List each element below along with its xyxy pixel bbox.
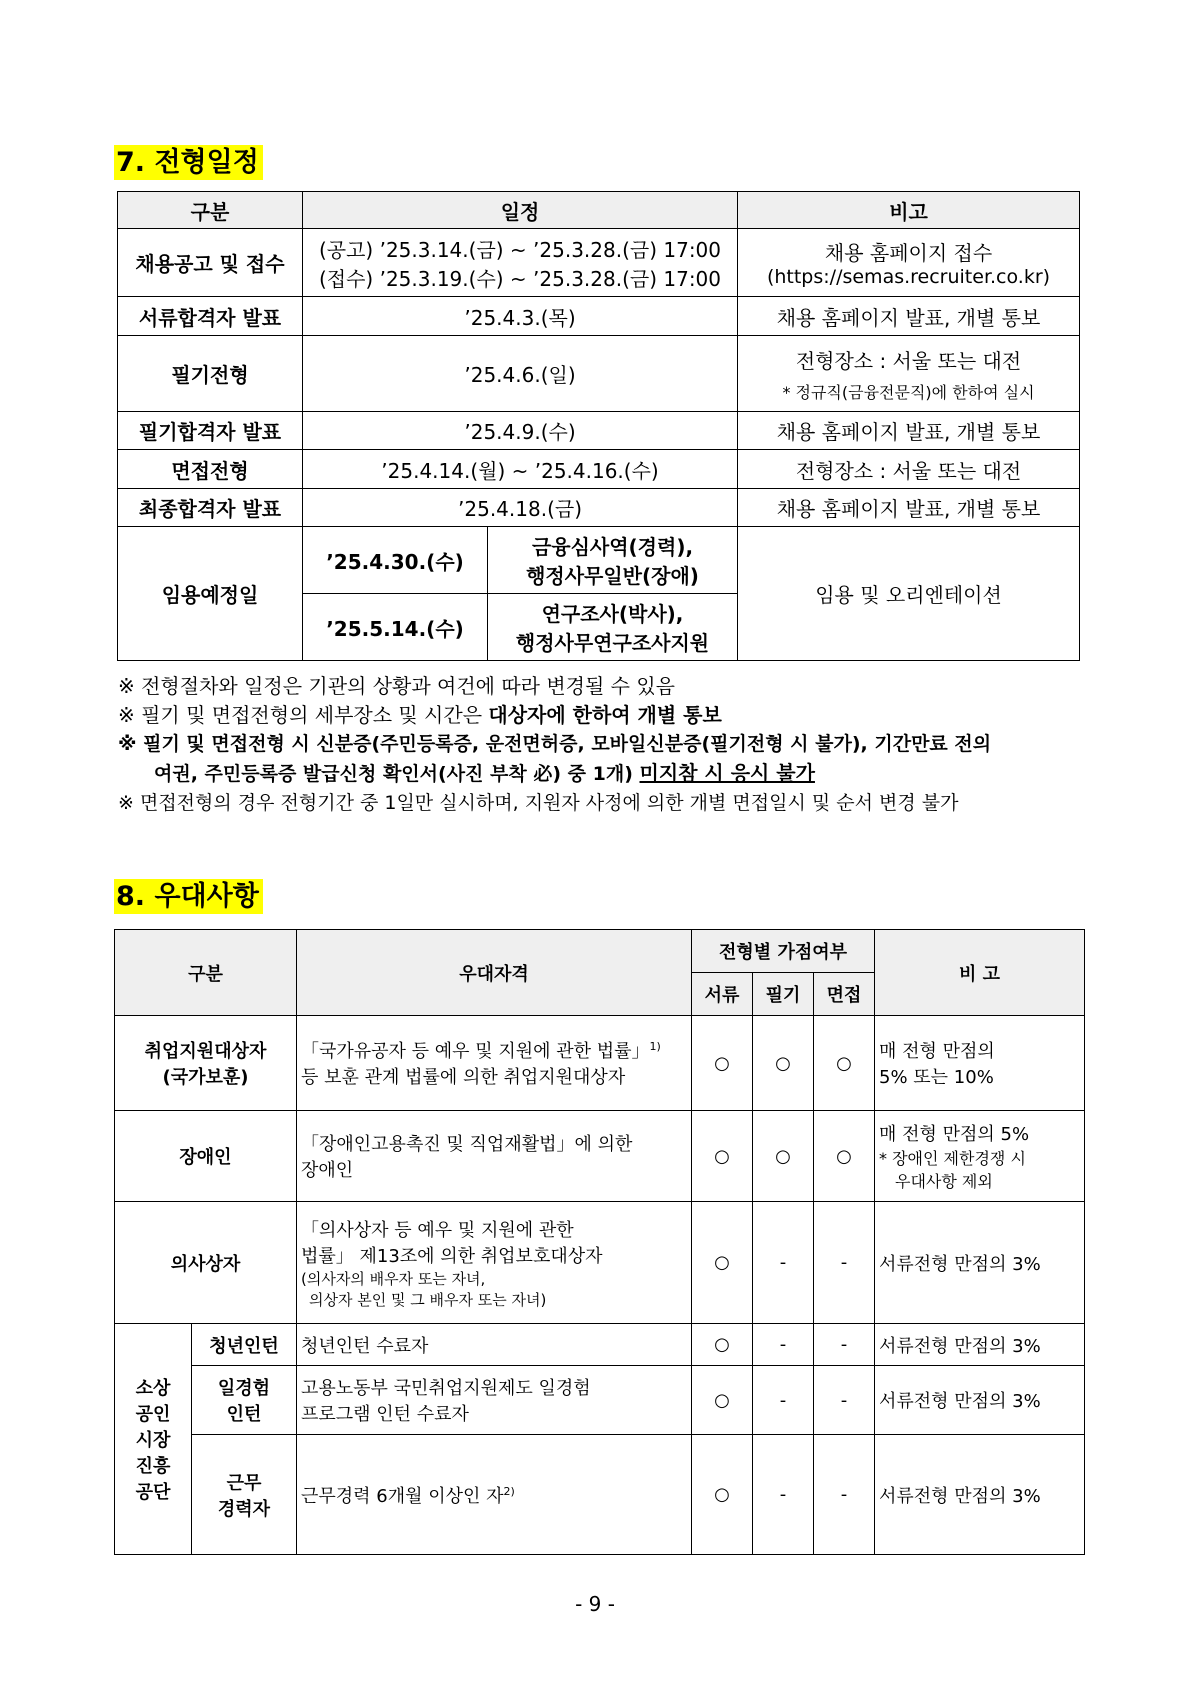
table-row: 일경험 인턴 고용노동부 국민취업지원제도 일경험 프로그램 인턴 수료자 ○ - - 서류전형 만점의 3% bbox=[115, 1366, 1085, 1435]
table-row: 취업지원대상자 (국가보훈) 「국가유공자 등 예우 및 지원에 관한 법률」$^{1)}$ 등 보훈 관계 법률에 의한 취업지원대상자 ○ ○ ○ 매 전형 만점의 5% 또는 10% bbox=[115, 1016, 1085, 1111]
table-row: 소상 공인 시장 진흥 공단 청년인턴 청년인턴 수료자 ○ - - 서류전형 만점의 3% bbox=[115, 1324, 1085, 1366]
schedule-notes: ※ 전형절차와 일정은 기관의 상황과 여건에 따라 변경될 수 있음 ※ 필기 및 면접전형의 세부장소 및 시간은 대상자에 한하여 개별 통보 ※ 필기 및 면접전형 시 신분증(주민등록증, 운전면허증, 모바일신분증(필기전형 시 불가), 기간만료 전의 여권, 주민등록증 발급신청 확인서(사진 부착 必) 중 1개) 미지참 시 응시 불가 ※ 면접전형의 경우 전형기간 중 1일만 실시하며, 지원자 사정에 의한 개별 면접일시 및 순서 변경 불가 bbox=[118, 674, 992, 814]
header-category: 구분 bbox=[118, 192, 303, 229]
header-note: 비고 bbox=[738, 192, 1080, 229]
table-row: 서류합격자 발표 ’25.4.3.(목) 채용 홈페이지 발표, 개별 통보 bbox=[118, 297, 1080, 336]
section7-heading: 7. 전형일정 bbox=[114, 140, 263, 179]
table-row: 근무 경력자 근무경력 6개월 이상인 자$^{2)}$ ○ - - 서류전형 만점의 3% bbox=[115, 1435, 1085, 1555]
table-row: 채용공고 및 접수 (공고) ’25.3.14.(금) ~ ’25.3.28.(금) 17:00 (접수) ’25.3.19.(수) ~ ’25.3.28.(금) 17:00 채용 홈페이지 접수 (https://semas.recruiter.co.kr) bbox=[118, 229, 1080, 297]
table-row: 최종합격자 발표 ’25.4.18.(금) 채용 홈페이지 발표, 개별 통보 bbox=[118, 489, 1080, 527]
header-schedule: 일정 bbox=[303, 192, 738, 229]
page-number: - 9 - bbox=[575, 1592, 615, 1616]
table-row: ’25.5.14.(수) 연구조사(박사), 행정사무연구조사지원 bbox=[118, 594, 1080, 661]
semas-label: 소상 공인 시장 진흥 공단 bbox=[115, 1324, 192, 1555]
schedule-table bbox=[117, 191, 1080, 661]
table-row: 임용예정일 ’25.4.30.(수) 금융심사역(경력), 행정사무일반(장애) 임용 및 오리엔테이션 bbox=[118, 527, 1080, 594]
table-row: 장애인 「장애인고용촉진 및 직업재활법」에 의한 장애인 ○ ○ ○ 매 전형 만점의 5% * 장애인 제한경쟁 시 우대사항 제외 bbox=[115, 1111, 1085, 1202]
table-row: 필기전형 ’25.4.6.(일) 전형장소 : 서울 또는 대전 * 정규직(금융전문직)에 한하여 실시 bbox=[118, 336, 1080, 412]
table-row: 필기합격자 발표 ’25.4.9.(수) 채용 홈페이지 발표, 개별 통보 bbox=[118, 412, 1080, 450]
table-row: 의사상자 「의사상자 등 예우 및 지원에 관한 법률」 제13조에 의한 취업보호대상자 (의사자의 배우자 또는 자녀, 의상자 본인 및 그 배우자 또는 자녀) ○ - - 서류전형 만점의 3% bbox=[115, 1202, 1085, 1324]
section8-heading: 8. 우대사항 bbox=[114, 874, 263, 913]
preference-table: 구분 우대자격 전형별 가점여부 비 고 서류 필기 면접 취업지원대상자 (국가보훈) 「국가유공자 등 예우 및 지원에 관한 법률」$^{1)}$ 등 보훈 관계 법률에 의한 취업지원대상자 ○ ○ ○ 매 전형 만점의 5% 또는 10% 장애인 「장애인고용촉진 및 직업재활법」에 의한 장애인 ○ ○ ○ 매 전형 만점의 5% * 장애인 제한경쟁 시 우대사항 제외 의사상자 「의사상자 등 예우 및 지원에 관한 법률」 제13조에 의한 취업보호대상자 (의사자의 배우자 또는 자녀, 의상자 본인 및 그 배우자 또는 자녀) ○ - - 서류전형 만점의 3% 소상 공인 시장 진흥 공단 청년인턴 청년인턴 수료자 ○ - - 서류전형 만점의 3% 일경험 인턴 고용노동부 국민취업지원제도 일경험 프로그램 인턴 수료자 ○ - - 서류전형 만점의 3% 근무 경력자 근무경력 6개월 이상인 자$^{2)}$ ○ - - 서류전형 만점의 3% bbox=[114, 929, 1085, 1555]
table-row: 면접전형 ’25.4.14.(월) ~ ’25.4.16.(수) 전형장소 : 서울 또는 대전 bbox=[118, 450, 1080, 489]
